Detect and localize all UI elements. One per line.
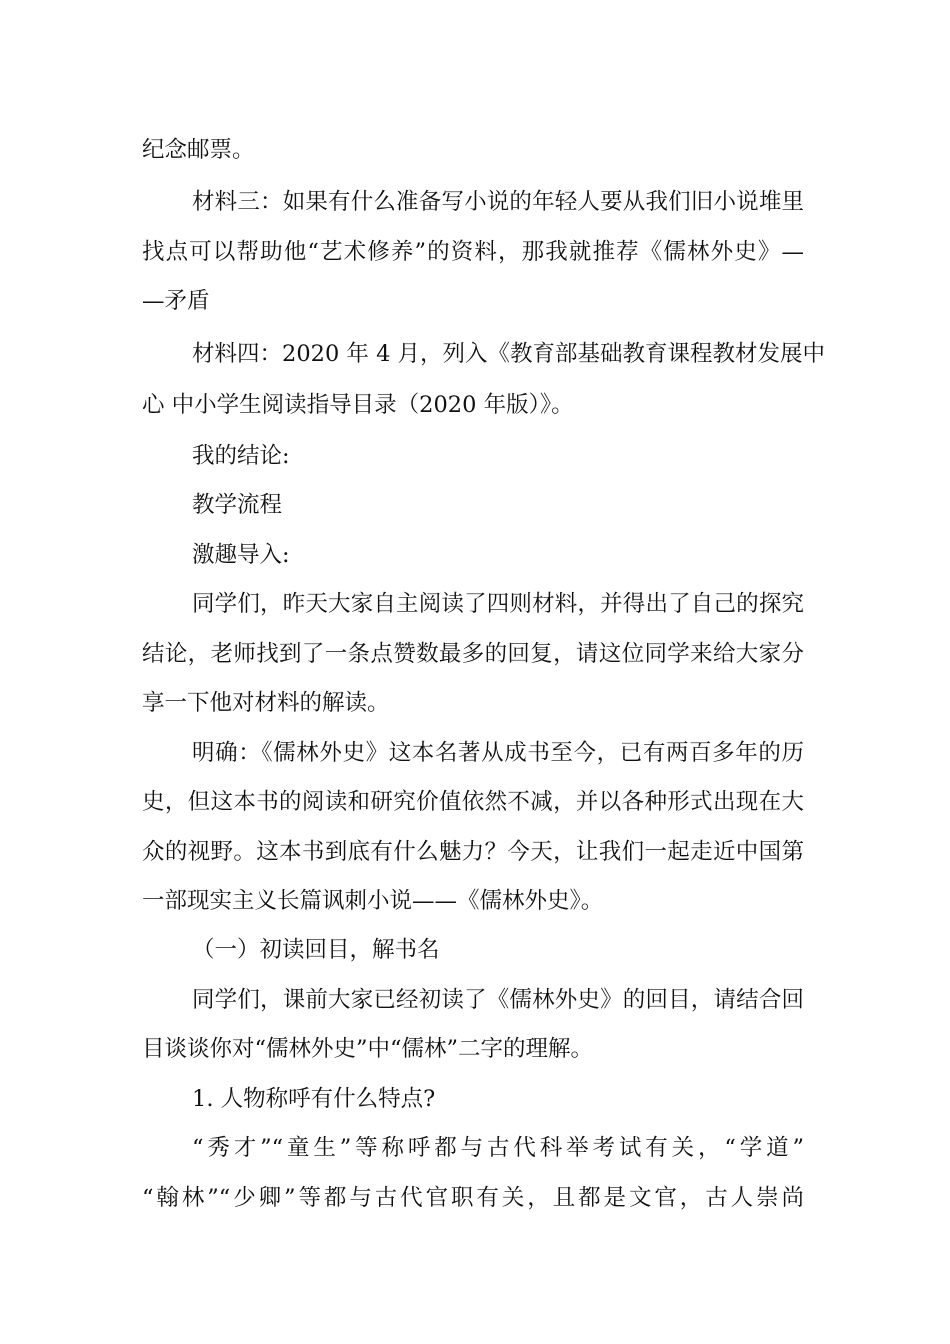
paragraph-line: 目谈谈你对“儒林外史”中“儒林”二字的理解。 [142,1036,594,1062]
paragraph-line: 同学们，课前大家已经初读了《儒林外史》的回目，请结合回 [192,987,804,1013]
paragraph-line: —矛盾 [142,288,210,314]
paragraph-line: 众的视野。这本书到底有什么魅力？今天，让我们一起走近中国第 [142,839,804,865]
paragraph-line: 一部现实主义长篇讽刺小说——《儒林外史》。 [142,888,604,914]
question-line: 1. 人物称呼有什么特点? [192,1086,436,1112]
paragraph-line: 我的结论: [192,443,290,469]
paragraph-line: 史，但这本书的阅读和研究价值依然不减，并以各种形式出现在大 [142,789,804,815]
section-heading: （一）初读回目，解书名 [192,937,440,963]
paragraph-line: 材料四：2020 年 4 月，列入《教育部基础教育课程教材发展中 [192,341,826,367]
paragraph-line: 找点可以帮助他“艺术修养”的资料，那我就推荐《儒林外史》— [142,239,804,265]
paragraph-line: “秀才”“童生”等称呼都与古代科举考试有关，“学道” [192,1135,804,1161]
paragraph-line: 纪念邮票。 [142,137,255,163]
section-heading: 激趣导入: [192,542,290,568]
paragraph-line: 同学们，昨天大家自主阅读了四则材料，并得出了自己的探究 [192,591,804,617]
paragraph-line: “翰林”“少卿”等都与古代官职有关，且都是文官，古人崇尚 [142,1185,804,1211]
section-heading: 教学流程 [192,492,283,518]
paragraph-line: 结论，老师找到了一条点赞数最多的回复，请这位同学来给大家分 [142,641,804,667]
paragraph-line: 材料三：如果有什么准备写小说的年轻人要从我们旧小说堆里 [192,189,804,215]
paragraph-line: 明确：《儒林外史》这本名著从成书至今，已有两百多年的历 [192,740,804,766]
paragraph-line: 心 中小学生阅读指导目录（2020 年版）》。 [142,392,574,418]
paragraph-line: 享一下他对材料的解读。 [142,690,390,716]
